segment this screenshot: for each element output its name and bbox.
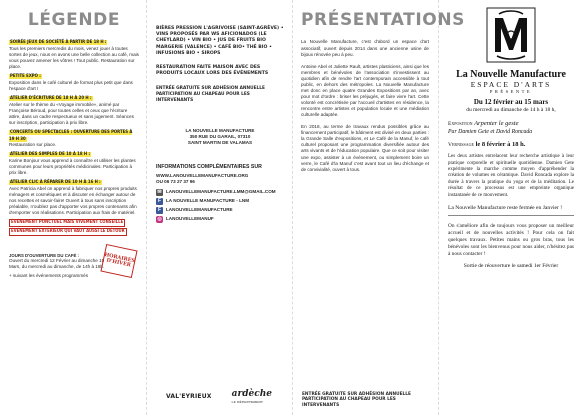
brand-subtitle: ESPACE D'ARTS [470, 80, 552, 90]
facebook-icon: F [157, 207, 162, 214]
legend-item-head: PETITE EXPO : [10, 74, 41, 80]
monogram-logo [485, 6, 537, 64]
legend-item-body: Avec Patricia Abel on apprend à fabriquer nos propres produits ménagers et cosmétiques et à discuter en échanger autour de nos recettes et savoir-faire! Ouvert à tous sans inscription préalable, n'oubliez pas d'apporter vos propres contenants afin d'emporter vos réalisations. Participation aux frais de matériel. [9, 186, 137, 216]
vernissage-date: le 8 février à 18 h. [475, 140, 526, 148]
facebook-line [156, 198, 284, 205]
volunteer-call: On s'améliore afin de toujours vous proposer un meilleur accueil et de nouvelles activités ! Pour cela on fait quelques travaux. Petites mains ou gros bras, tous les bénévoles sont les bienvenus pour nous aider, n'hésitez pas à nous contacter ! [448, 223, 574, 257]
legend-item-head: ATELIER DES SIMPLES DE 10 À 18 H : [10, 152, 91, 158]
ardeche-logo [232, 389, 272, 405]
legend-item-head: ATELIER D'ÉCRITURE DE 18 H À 20 H : [10, 96, 92, 102]
legend-item [9, 39, 139, 70]
divider [448, 215, 574, 216]
opening-hours-body: Ouvert du mercredi 12 Février au dimanche 15 Mars, du mercredi au dimanche, de 14h à 18h. [9, 258, 105, 270]
legend-item-body: Tous les premiers mercredis du mois, venez jouer à toutes sortes de jeux, nous en avons une belle collection au café, mais vous pouvez amener les vôtres ! Tout public. Restauration sur place. [9, 46, 139, 70]
instagram-line [156, 216, 284, 223]
cover-panel [438, 0, 584, 415]
contact-block [156, 164, 284, 223]
products-list: BIÈRES PRESSION L'AGRIVOISE (SAINT-AGRÈVE) • VINS PROPOSÉS PAR WS AFICIONADOS (LE CHEYLARD) • VIN BIO • JUS DE FRUITS BIO MARGERIE (VALENCE) • CAFÉ BIO• THÉ BIO • INFUSIONS BIO • SIROPS [156, 26, 284, 56]
legend-item-head: SOIRÉE JEUX DE SOCIÉTÉ À PARTIR DE 18 H : [10, 40, 107, 46]
email-line [156, 189, 284, 196]
artists-line: Par Damien Gete et David Roncada [448, 129, 533, 136]
ardeche-logo-sub: LE DÉPARTEMENT [231, 400, 264, 405]
expo-title: Arpenter le geste [474, 119, 519, 127]
closed-notice: La Nouvelle Manufacture reste fermée en Janvier ! [448, 205, 563, 212]
exhibition-description: Les deux artistes entrelacent leur recherche artistique à leur pratique corporelle et spirituelle quotidienne. Damien Gete expérimente la marche comme moyen d'appréhender la création de volumes en céramique. David Roncada explore la durée à travers la pratique du yoga et de la méditation. Le résultat de ce processus est une empreinte organique instantanée de ce mouvement. [448, 154, 574, 198]
entry-note: ENTRÉE GRATUITE SUR ADHÉSION ANNUELLE PARTICIPATION AU CHAPEAU POUR LES INTERVENANTS [302, 391, 411, 409]
info-panel [146, 0, 292, 415]
facebook-link[interactable]: LA NOUVELLE MANUFACTURE - LNM [166, 198, 250, 204]
legend-warnings [9, 219, 139, 236]
legend-item-body: Exposition dans le café culturel de format plus petit que dans l'espace d'art ! [9, 80, 133, 92]
warning-tag: ÉVÉNEMENT PONCTUEL MAIS VIVEMENT CONSEILLÉ [11, 220, 124, 226]
address-city: SAINT MARTIN DE VALAMAS [187, 139, 253, 145]
legend-item-head: ATELIER CLIC À RÉPARER DE 10 H À 16 H : [10, 180, 101, 186]
exhibition-title-line [448, 120, 574, 129]
dates-hours: du mercredi au dimanche de 14 h à 18 h, [466, 107, 556, 114]
address-name: LA NOUVELLE MANUFACTURE [185, 127, 255, 133]
phone-number[interactable]: OU 06 73 27 37 96 [156, 178, 195, 184]
presentations-title: PRÉSENTATIONS [301, 10, 466, 30]
vernissage-label: Vernissage [448, 141, 474, 148]
brand-presents: PRÉSENTE [489, 89, 533, 95]
legend-panel [0, 0, 146, 415]
reopening-notice: Sortie de réouverture le samedi 1er Février [463, 262, 559, 269]
legend-item-head: CONCERTS OU SPECTACLES : OUVERTURE DES PORTES À 19 H 30 [9, 130, 133, 142]
legend-item-body: Karine Bonjour vous apprend à connaître et utiliser les plantes communes pour leurs propriétés médicinales. Participation à prix libre. [9, 158, 136, 176]
winter-hours-stamp: HORAIRES D'HIVER [100, 244, 137, 278]
dates-main: Du 12 février au 15 mars [473, 98, 549, 107]
exhibition-dates [448, 98, 574, 114]
restaurant-note: RESTAURATION FAITE MAISON AVEC DES PRODUITS LOCAUX LORS DES ÉVÉNEMENTS [156, 64, 269, 77]
vernissage-line [448, 141, 574, 150]
instagram-icon: ◎ [157, 216, 162, 223]
instagram-link[interactable]: LANOUVELLEMANUF [166, 216, 214, 222]
email-link[interactable]: LANOUVELLEMANUFACTURE.LMM@GMAIL.COM [166, 189, 276, 195]
opening-hours [9, 253, 139, 280]
legend-item [9, 151, 139, 176]
facebook-icon: F [157, 198, 162, 205]
opening-hours-head: JOURS D'OUVERTURE DU CAFÉ : [9, 252, 80, 258]
address-street: 350 RUE DU GARAIL, 07310 [189, 133, 251, 139]
legend-title: LÉGENDE [27, 10, 121, 30]
expo-label: Exposition [448, 120, 473, 127]
brand-name: La Nouvelle Manufacture [456, 69, 566, 80]
presentation-paragraph: La Nouvelle Manufacture, c'est d'abord un espace d'art associatif, ouvert depuis 2014 dans une ancienne usine de bijoux rénovée peu à peu. [301, 39, 429, 57]
entry-note: ENTRÉE GRATUITE SUR ADHÉSION ANNUELLE PARTICIPATION AU CHAPEAU POUR LES INTERVENANTS [156, 86, 265, 103]
legend-item [9, 129, 139, 148]
mail-icon: ✉ [157, 189, 162, 196]
presentation-paragraph: Antoine Abel et Juliette Rault, artistes plasticiens, ainsi que les membres et bénévoles de l'association s'investissent au quotidien afin de rendre l'art contemporain accessible à tout public, en dehors des métropoles. La Nouvelle Manufacture met donc en place quatre Grandes Expositions par an, avec pour mot d'ordre : briser les préjugés, et faire vivre l'art. Cette volonté est concrétisée par l'accueil d'artistes en résidence, la rencontre entre artistes et population locale et une médiation culturelle adaptée. [301, 63, 429, 118]
partner-logos [156, 389, 282, 405]
website-link[interactable]: WWW.LANOUVELLEMANUFACTURE.ORG [156, 172, 249, 178]
opening-hours-extra: + suivant les événements programmés [9, 273, 89, 279]
valeyrieux-logo: VAL'EYRIEUX [166, 393, 212, 401]
ardeche-logo-text: ardèche [231, 389, 272, 400]
legend-item [9, 179, 139, 216]
warning-tag: ÉVÉNEMENT EXTÉRIEUR QUI VAUT AUSSI LE DÉTOUR [11, 229, 125, 234]
legend-item [9, 95, 139, 126]
facebook-link-2[interactable]: LANOUVELLEMANUFACTURE [166, 207, 233, 213]
info-heading: INFORMATIONS COMPLÉMENTAIRES SUR [156, 163, 262, 170]
legend-item-body: Restauration sur place. [9, 142, 57, 148]
legend-item [9, 73, 139, 92]
address-block [156, 128, 284, 146]
presentation-paragraph: En 2018, au terme de travaux rendus possibles grâce au financement participatif, le bâtiment est divisé en deux parties : la Grande Salle d'expositions, et Le Café de la Manuf, le café culturel proposant une programmation diversifiée autour des arts vivants et de l'éducation populaire. Que ce soit pour visiter une expo, assister à un événement, ou simplement boire un verre, le Café d'la Manuf c'est avant tout un lieu d'échange et de convivialité, ouvert à tous. [301, 124, 429, 172]
legend-item-body: Atelier sur le thème du «Voyage immobile», animé par Françoise Béroud, pour toutes celles et ceux que l'écriture attire, dans un cadre respectueux et sans jugement. Séances sur inscription, participation à prix libre. [9, 101, 134, 126]
facebook-line-2 [156, 207, 284, 214]
